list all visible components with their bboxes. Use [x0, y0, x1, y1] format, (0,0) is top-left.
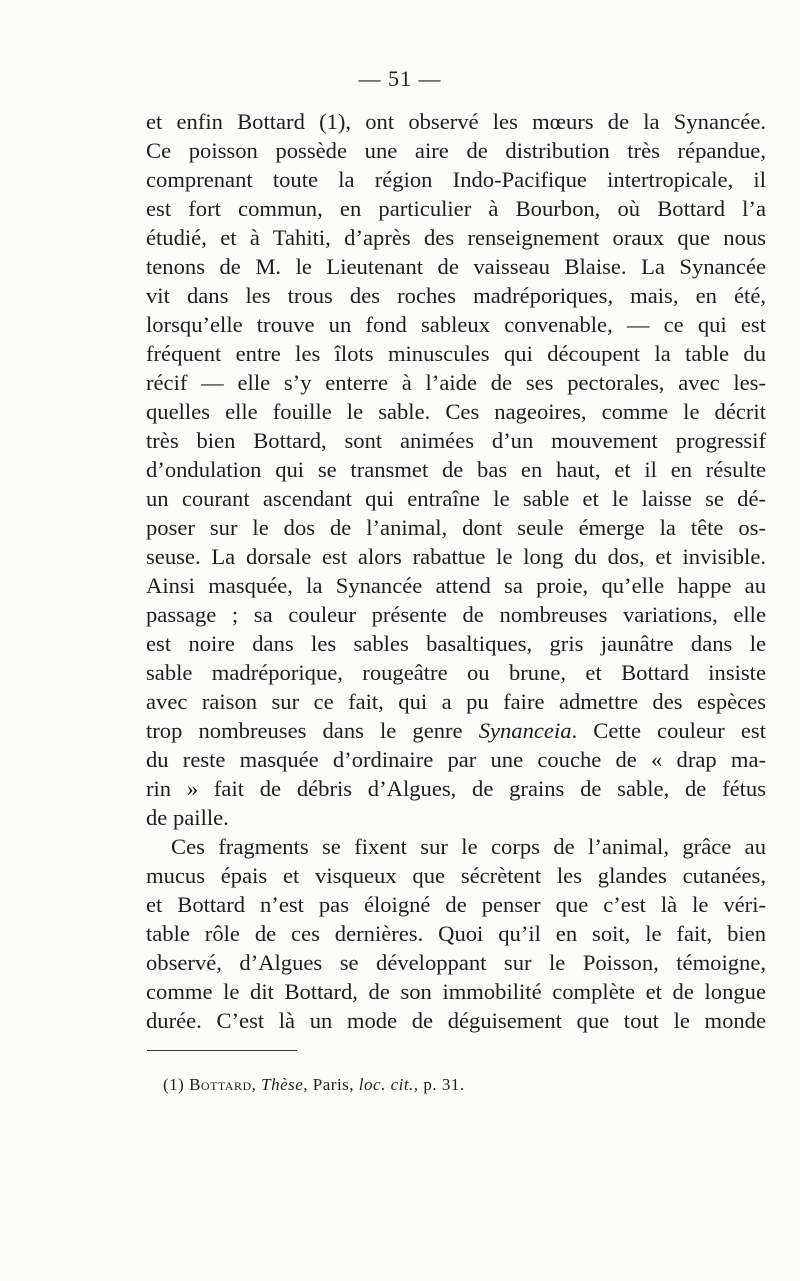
text-line: de paille. — [146, 805, 229, 830]
text-line: sable madréporique, rougeâtre ou brune, et Bottard insiste — [146, 660, 766, 685]
text-line: table rôle de ces dernières. Quoi qu’il en soit, le fait, bien — [146, 921, 766, 946]
footnote-title: Thèse, — [261, 1075, 309, 1094]
text-line: Ainsi masquée, la Synancée attend sa proie, qu’elle happe au — [146, 573, 766, 598]
text-line: très bien Bottard, sont animées d’un mouvement progressif — [146, 428, 766, 453]
footnote — [163, 1075, 465, 1095]
text-line: vit dans les trous des roches madréporiques, mais, en été, — [146, 283, 766, 308]
footnote-marker: (1) — [163, 1075, 185, 1094]
page-number: — 51 — — [358, 66, 442, 91]
text-line: est fort commun, en particulier à Bourbon, où Bottard l’a — [146, 196, 766, 221]
text-line: lorsqu’elle trouve un fond sableux convenable, — ce qui est — [146, 312, 766, 337]
text-line: Ces fragments se fixent sur le corps de l’animal, grâce au — [171, 834, 766, 859]
footnote-place: Paris, — [312, 1075, 355, 1094]
text-line: tenons de M. le Lieutenant de vaisseau Blaise. La Synancée — [146, 254, 766, 279]
text-line: passage ; sa couleur présente de nombreuses variations, elle — [146, 602, 766, 627]
text-line: poser sur le dos de l’animal, dont seule émerge la tête os- — [146, 515, 766, 540]
text-line: du reste masquée d’ordinaire par une couche de « drap ma- — [146, 747, 766, 772]
text-line: avec raison sur ce fait, qui a pu faire admettre des espèces — [146, 689, 766, 714]
genus-name-italic: Synanceia — [478, 718, 572, 743]
text-line: observé, d’Algues se développant sur le Poisson, témoigne, — [146, 950, 766, 975]
text-line: et enfin Bottard (1), ont observé les mœurs de la Synancée. — [146, 109, 766, 134]
text-line: fréquent entre les îlots minuscules qui découpent la table du — [146, 341, 766, 366]
footnote-ref: loc. cit., — [358, 1075, 419, 1094]
text-line: est noire dans les sables basaltiques, gris jaunâtre dans le — [146, 631, 766, 656]
text-line: et Bottard n’est pas éloigné de penser que c’est là le véri- — [146, 892, 766, 917]
text-line: quelles elle fouille le sable. Ces nageoires, comme le décrit — [146, 399, 766, 424]
text-line: seuse. La dorsale est alors rabattue le long du dos, et invisible. — [146, 544, 766, 569]
text-line: récif — elle s’y enterre à l’aide de ses pectorales, avec les- — [146, 370, 766, 395]
text-line: étudié, et à Tahiti, d’après des renseignement oraux que nous — [146, 225, 766, 250]
text-line: d’ondulation qui se transmet de bas en haut, et il en résulte — [146, 457, 766, 482]
text-line: durée. C’est là un mode de déguisement que tout le monde — [146, 1008, 766, 1033]
text-line: Ce poisson possède une aire de distribution très répandue, — [146, 138, 766, 163]
footnote-page: p. 31. — [423, 1075, 465, 1094]
text-line: mucus épais et visqueux que sécrètent les glandes cutanées, — [146, 863, 766, 888]
text-line: un courant ascendant qui entraîne le sable et le laisse se dé- — [146, 486, 766, 511]
text-line: rin » fait de débris d’Algues, de grains de sable, de fétus — [146, 776, 766, 801]
footnote-author: Bottard, — [189, 1075, 257, 1094]
text-line: comme le dit Bottard, de son immobilité complète et de longue — [146, 979, 766, 1004]
text-segment: trop nombreuses dans le genre — [146, 718, 463, 743]
text-segment: . Cette couleur est — [571, 718, 766, 743]
text-line — [146, 717, 766, 744]
footnote-rule — [147, 1050, 297, 1051]
text-line: comprenant toute la région Indo-Pacifique intertropicale, il — [146, 167, 766, 192]
